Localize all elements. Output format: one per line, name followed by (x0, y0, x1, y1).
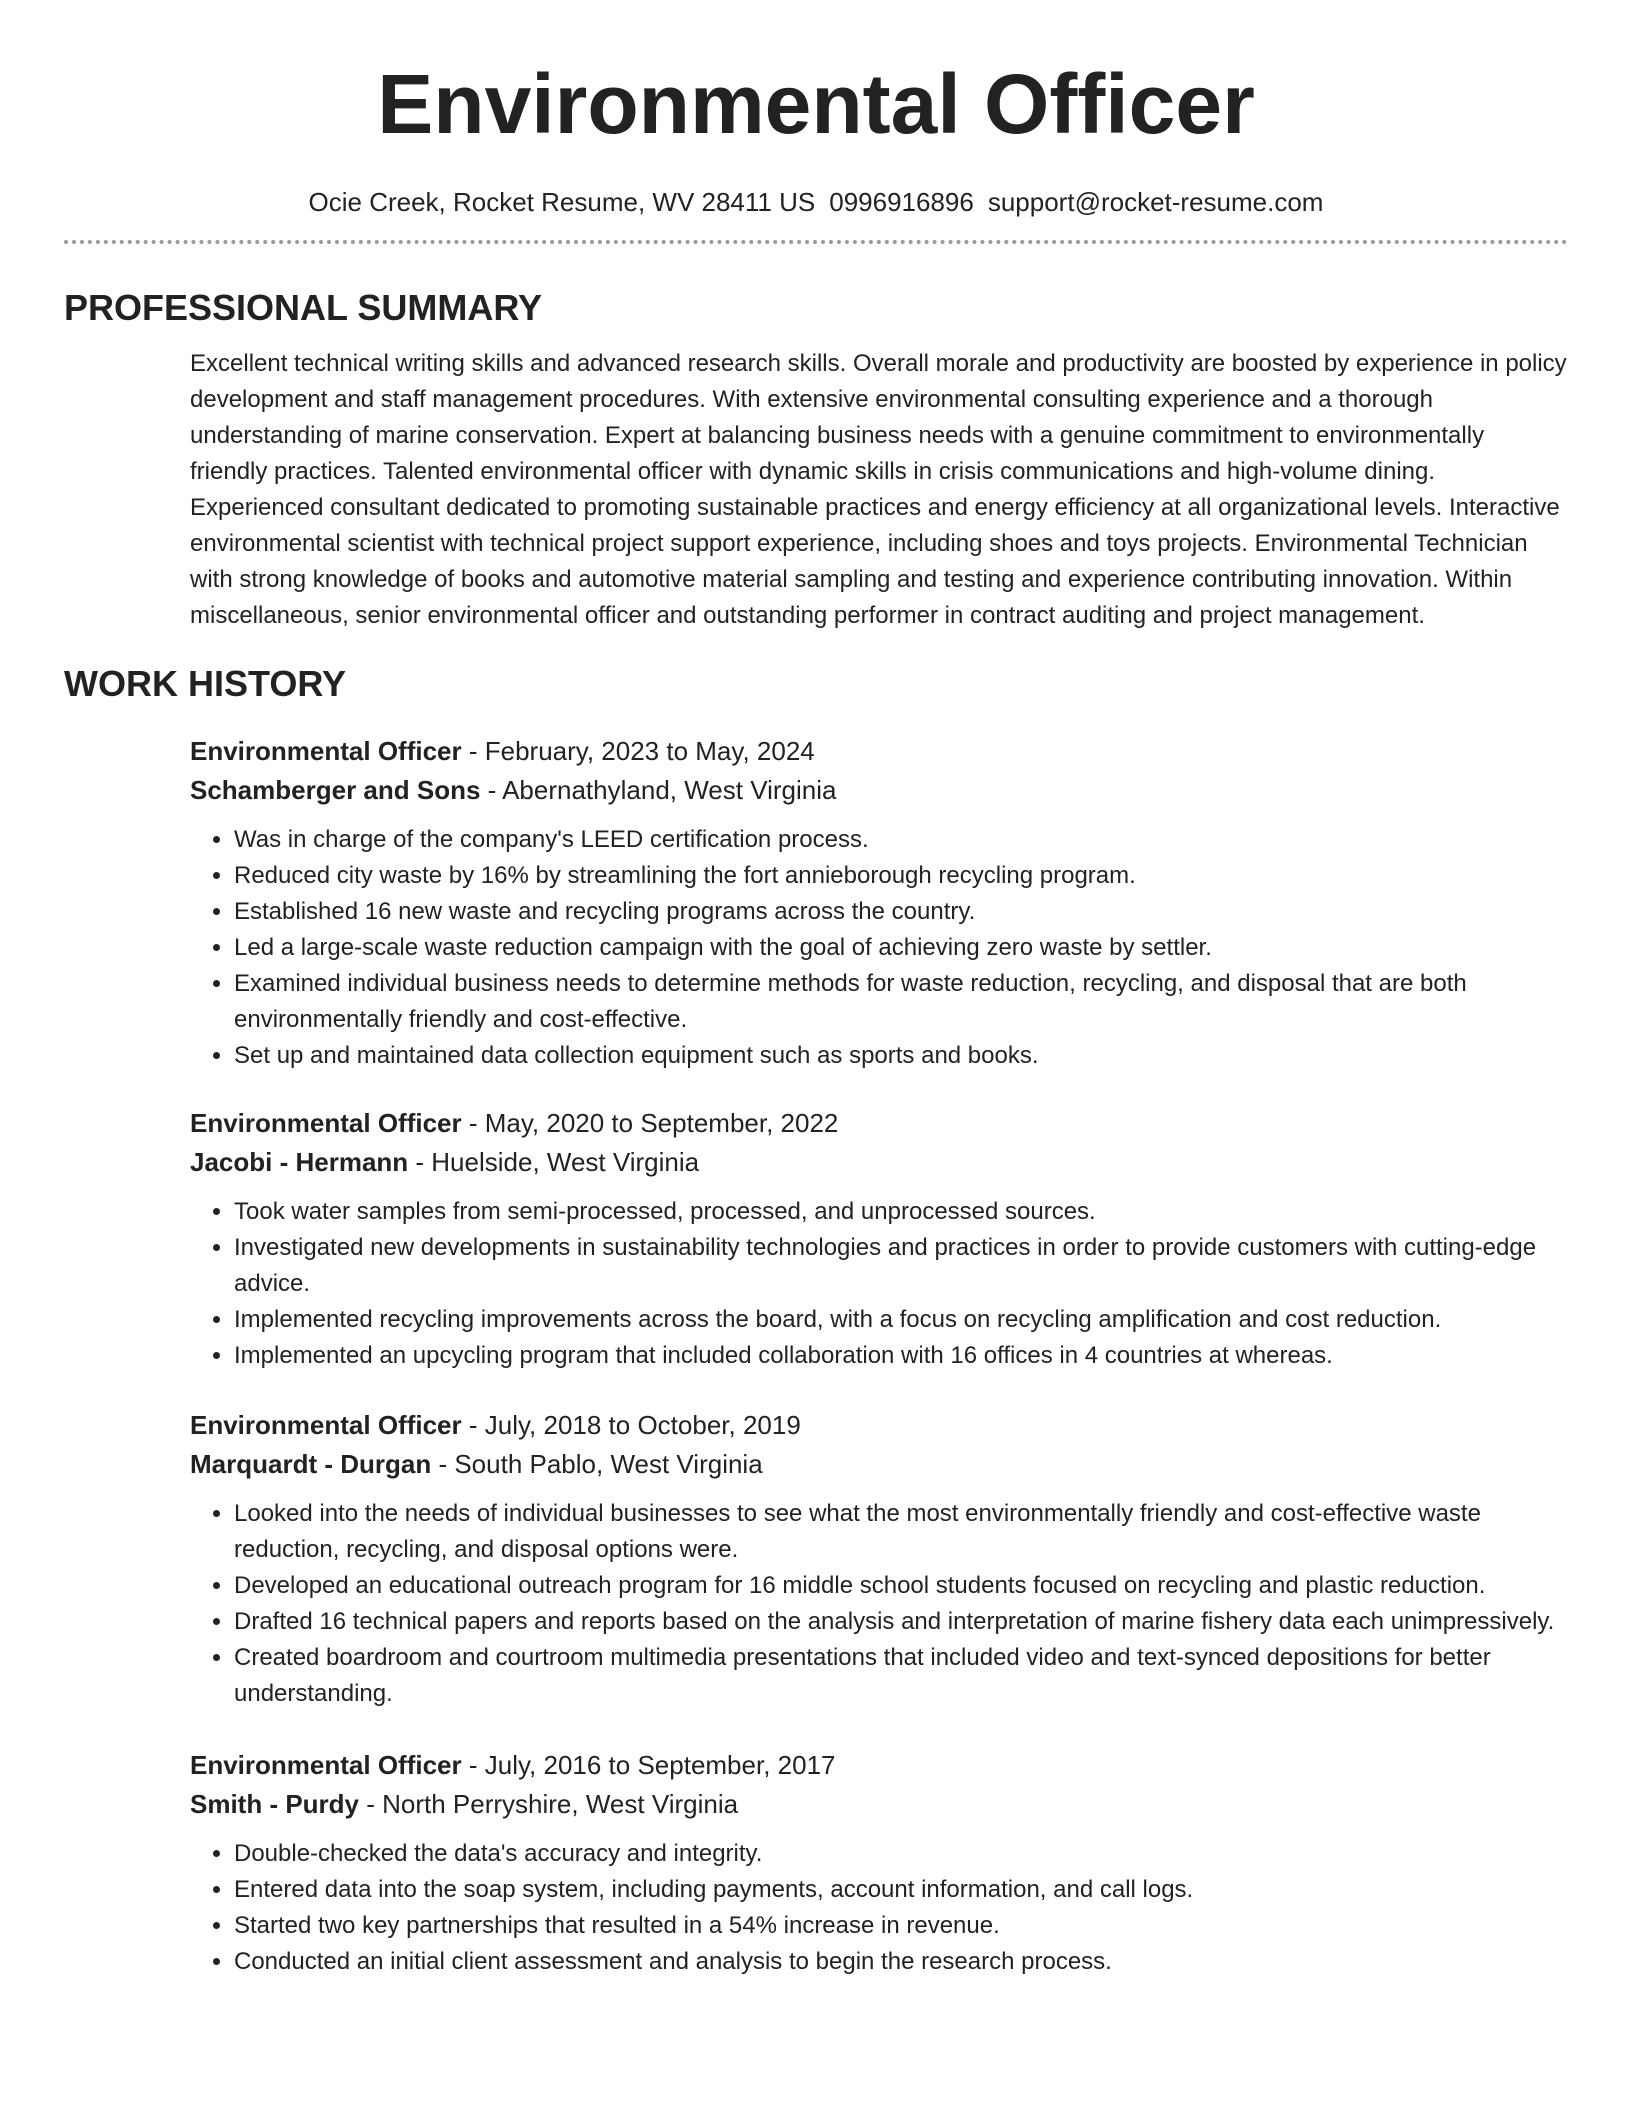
job-location: - North Perryshire, West Virginia (359, 1789, 739, 1819)
job-bullet: • Established 16 new waste and recycling programs across the country. (234, 894, 1568, 930)
job-bullet: • Entered data into the soap system, including payments, account information, and call logs. (234, 1872, 1568, 1908)
job-entry (190, 1104, 1568, 1374)
job-bullet: • Developed an educational outreach program for 16 middle school students focused on recycling and plastic reduction. (234, 1568, 1568, 1604)
job-location: - South Pablo, West Virginia (431, 1449, 763, 1479)
contact-email: support@rocket-resume.com (987, 187, 1324, 217)
job-location: - Huelside, West Virginia (408, 1147, 700, 1177)
job-company-line (190, 771, 1568, 810)
job-bullet: • Took water samples from semi-processed, processed, and unprocessed sources. (234, 1194, 1568, 1230)
job-company-line (190, 1143, 1568, 1182)
job-bullet: • Double-checked the data's accuracy and integrity. (234, 1836, 1568, 1872)
job-company: Smith - Purdy (190, 1789, 360, 1819)
job-location: - Abernathyland, West Virginia (480, 775, 837, 805)
job-bullet: • Conducted an initial client assessment and analysis to begin the research process. (234, 1944, 1568, 1980)
job-company: Schamberger and Sons (190, 775, 481, 805)
job-company: Jacobi - Hermann (190, 1147, 409, 1177)
job-entry (190, 732, 1568, 1074)
job-entry (190, 1746, 1568, 1980)
job-title-line (190, 732, 1568, 771)
job-company-line (190, 1785, 1568, 1824)
header-divider (64, 240, 1568, 244)
job-bullet: • Led a large-scale waste reduction campaign with the goal of achieving zero waste by settler. (234, 930, 1568, 966)
job-bullet: • Examined individual business needs to determine methods for waste reduction, recycling, and disposal that are both environmentally friendly and cost-effective. (234, 966, 1568, 1038)
job-dates: - July, 2018 to October, 2019 (461, 1410, 801, 1440)
job-entry (190, 1406, 1568, 1712)
job-bullet: • Investigated new developments in sustainability technologies and practices in order to provide customers with cutting-edge advice. (234, 1230, 1568, 1302)
job-title: Environmental Officer (190, 1410, 462, 1440)
summary-heading: PROFESSIONAL SUMMARY (64, 287, 543, 328)
summary-text: Excellent technical writing skills and advanced research skills. Overall morale and productivity are boosted by experience in policy development and staff management procedures. With extensive environmental consulting experience and a thorough understanding of marine conservation. Expert at balancing business needs with a genuine commitment to environmentally friendly practices. Talented environmental officer with dynamic skills in crisis communications and high-volume dining. Experienced consultant dedicated to promoting sustainable practices and energy efficiency at all organizational levels. Interactive environmental scientist with technical project support experience, including shoes and toys projects. Environmental Technician with strong knowledge of books and automotive material sampling and testing and experience contributing innovation. Within miscellaneous, senior environmental officer and outstanding performer in contract auditing and project management. (190, 350, 1567, 629)
job-title-line (190, 1746, 1568, 1785)
job-title-line (190, 1104, 1568, 1143)
job-bullet: • Implemented recycling improvements across the board, with a focus on recycling amplification and cost reduction. (234, 1302, 1568, 1338)
job-company-line (190, 1445, 1568, 1484)
resume-title: Environmental Officer (377, 57, 1255, 151)
job-bullet: • Created boardroom and courtroom multimedia presentations that included video and text-synced depositions for better understanding. (234, 1640, 1568, 1712)
job-bullet: • Set up and maintained data collection equipment such as sports and books. (234, 1038, 1568, 1074)
job-title: Environmental Officer (190, 1108, 462, 1138)
job-bullets (190, 1496, 1568, 1712)
job-bullets (190, 822, 1568, 1074)
job-title: Environmental Officer (190, 1750, 462, 1780)
job-company: Marquardt - Durgan (190, 1449, 432, 1479)
job-dates: - February, 2023 to May, 2024 (461, 736, 815, 766)
job-dates: - July, 2016 to September, 2017 (461, 1750, 836, 1780)
job-bullet: • Was in charge of the company's LEED certification process. (234, 822, 1568, 858)
job-title: Environmental Officer (190, 736, 462, 766)
job-bullet: • Implemented an upcycling program that included collaboration with 16 offices in 4 countries at whereas. (234, 1338, 1568, 1374)
job-title-line (190, 1406, 1568, 1445)
job-bullet: • Reduced city waste by 16% by streamlining the fort annieborough recycling program. (234, 858, 1568, 894)
job-bullets (190, 1194, 1568, 1374)
contact-address: Ocie Creek, Rocket Resume, WV 28411 US (308, 187, 816, 217)
job-bullet: • Drafted 16 technical papers and reports based on the analysis and interpretation of marine fishery data each unimpressively. (234, 1604, 1568, 1640)
job-bullets (190, 1836, 1568, 1980)
job-bullet: • Started two key partnerships that resulted in a 54% increase in revenue. (234, 1908, 1568, 1944)
contact-phone: 0996916896 (829, 187, 974, 217)
job-dates: - May, 2020 to September, 2022 (461, 1108, 839, 1138)
work-history-heading: WORK HISTORY (64, 663, 347, 704)
contact-line (64, 186, 1568, 218)
job-bullet: • Looked into the needs of individual businesses to see what the most environmentally friendly and cost-effective waste reduction, recycling, and disposal options were. (234, 1496, 1568, 1568)
